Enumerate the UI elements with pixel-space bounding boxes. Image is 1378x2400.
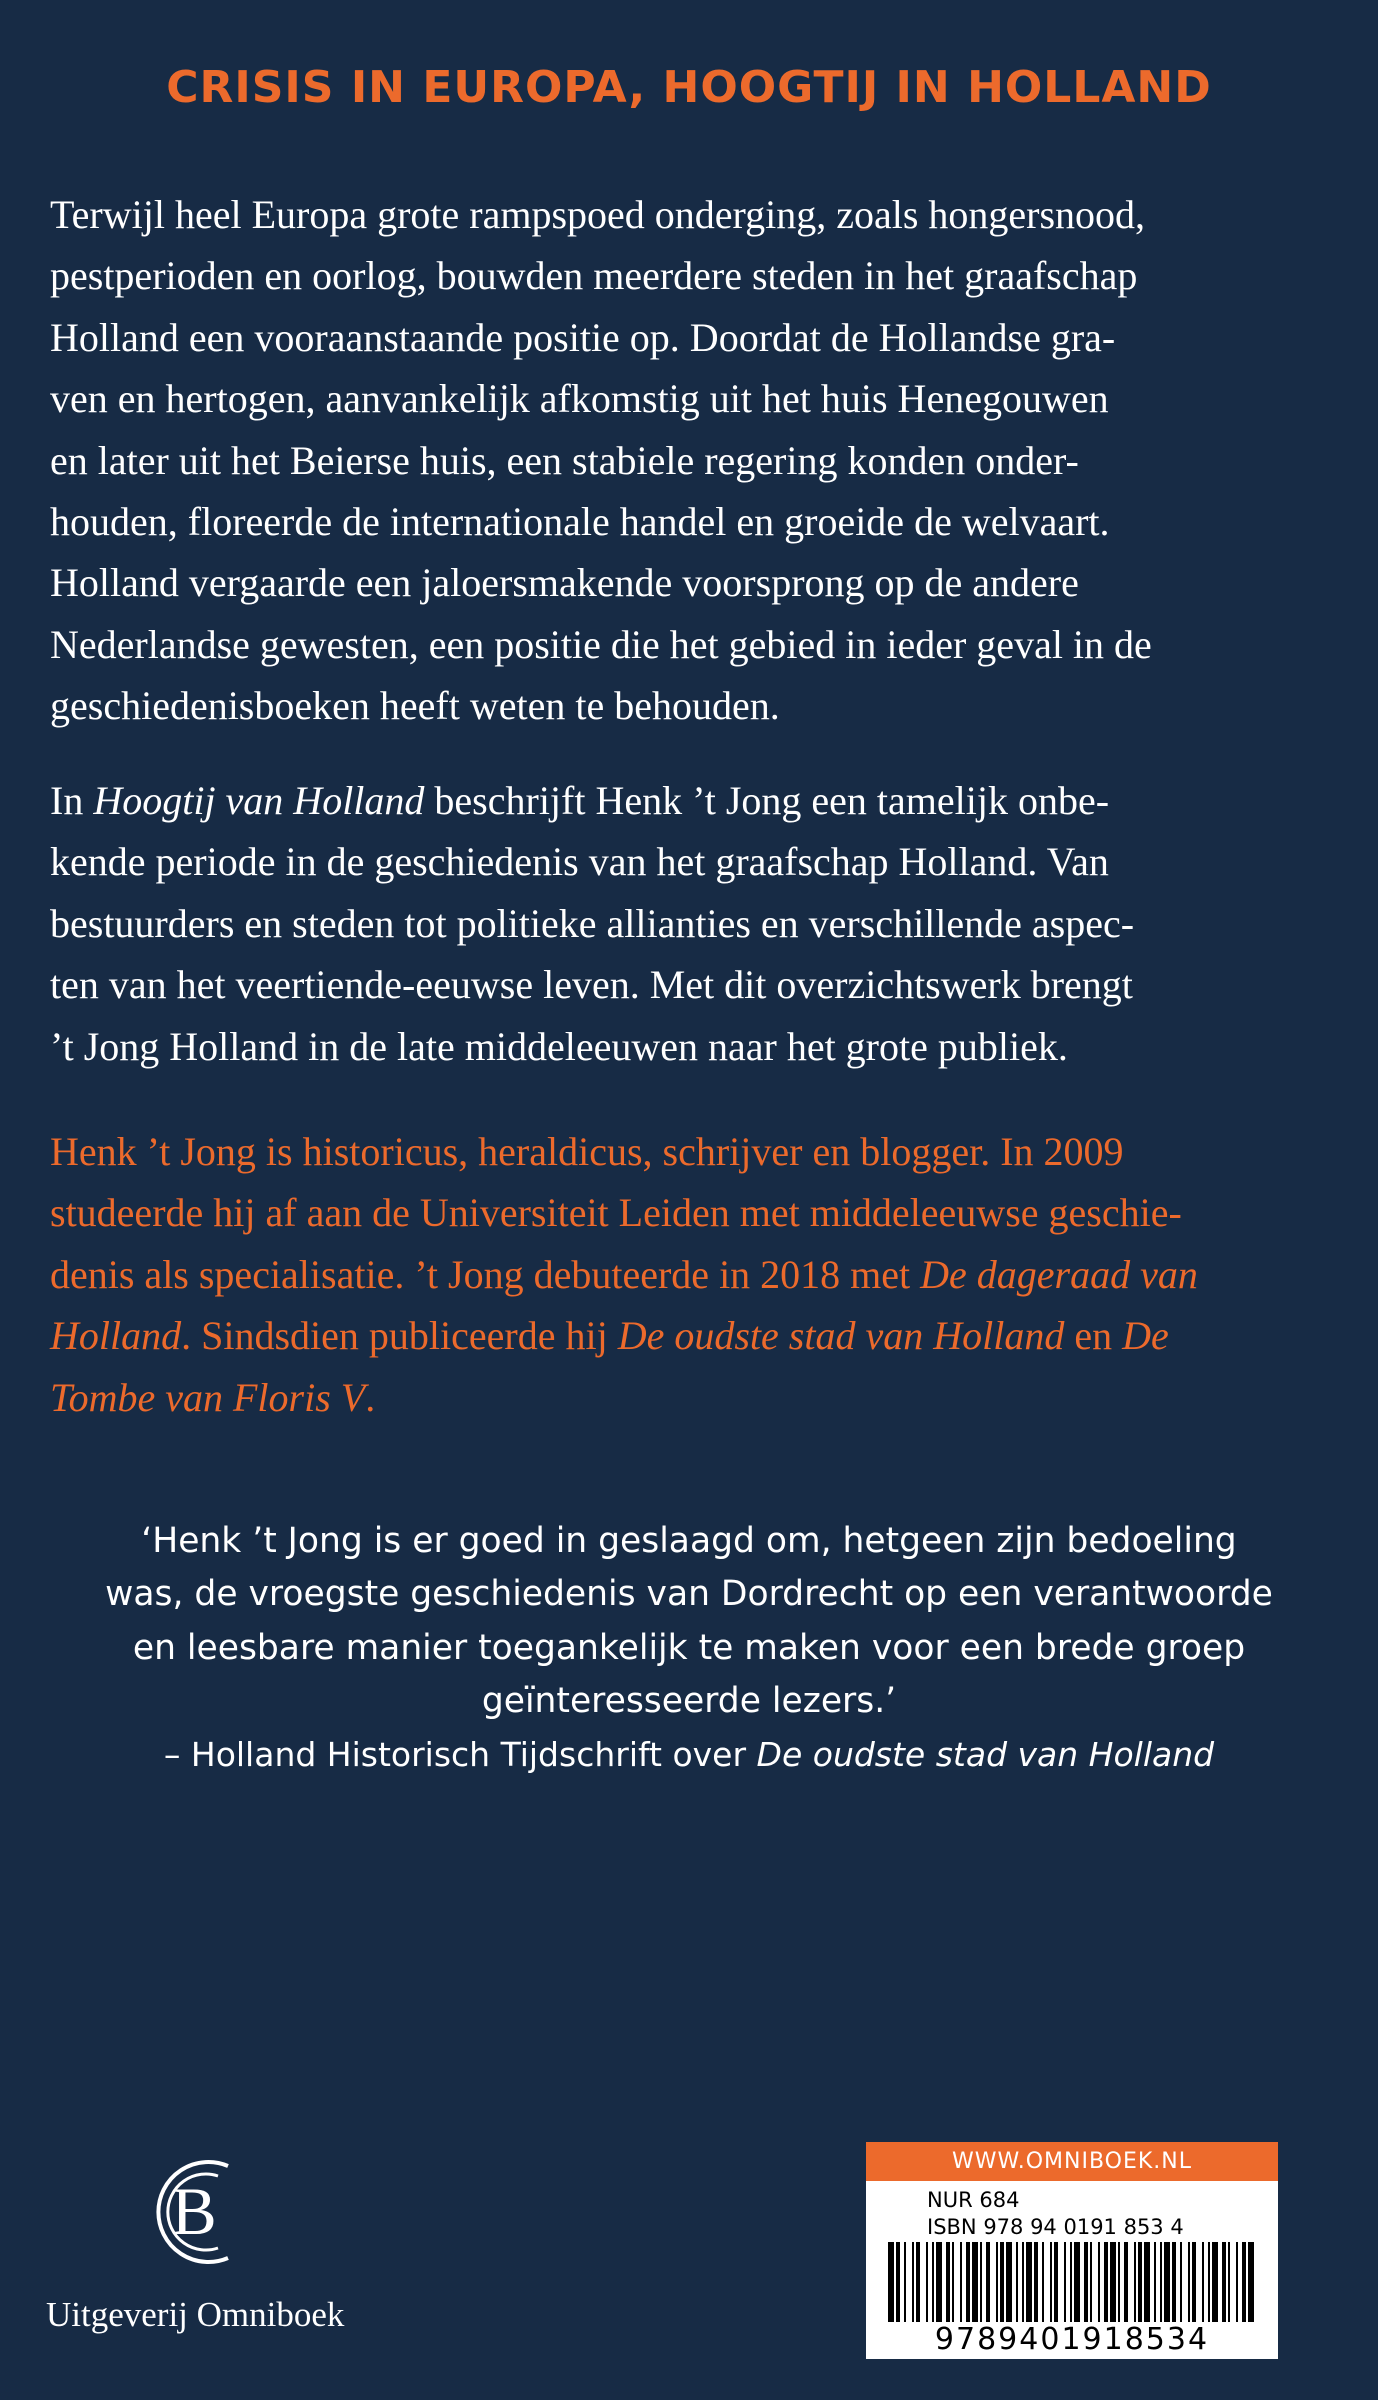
barcode-bar [1160, 2242, 1162, 2322]
text-line: geschiedenisboeken heeft weten te behouden. [50, 683, 780, 729]
text-fragment: denis als specialisatie. ’t Jong debuteerde in 2018 met [50, 1251, 921, 1297]
text-fragment: – Holland Historisch Tijdschrift over [163, 1734, 757, 1774]
barcode-bar [966, 2242, 970, 2322]
text-line: en later uit het Beierse huis, een stabiele regering konden onder- [50, 437, 1079, 483]
barcode-bar [1192, 2242, 1196, 2322]
barcode-bar [936, 2242, 942, 2322]
barcode-bar [1138, 2242, 1142, 2322]
barcode-bar [1242, 2242, 1246, 2322]
text-line: bestuurders en steden tot politieke allianties en verschillende aspec- [50, 900, 1135, 946]
barcode-bar [986, 2242, 990, 2322]
book-title-italic: Hoogtij van Holland [93, 778, 425, 823]
barcode-bar [1124, 2242, 1128, 2322]
barcode-bar [1202, 2242, 1204, 2322]
barcode-bar [1042, 2242, 1044, 2322]
barcode-bar [1110, 2242, 1116, 2322]
barcode-bar [1074, 2242, 1080, 2322]
barcode-panel [866, 2142, 1278, 2359]
barcode-bar [1006, 2242, 1012, 2322]
barcode-bar [1222, 2242, 1226, 2322]
barcode-bar [1164, 2242, 1170, 2322]
barcode-bar [1172, 2242, 1176, 2322]
barcode-bar [1180, 2242, 1182, 2322]
barcode-bar [1118, 2242, 1120, 2322]
barcode-bar [1144, 2242, 1150, 2322]
text-line: Terwijl heel Europa grote rampspoed onderging, zoals hongersnood, [50, 192, 1146, 237]
text-line [50, 1367, 1270, 1428]
text-line: Holland vergaarde een jaloersmakende voorsprong op de andere [50, 560, 1079, 606]
quote-line: en leesbare manier toegankelijk te maken voor een brede groep [132, 1627, 1246, 1668]
barcode-bar [1098, 2242, 1100, 2322]
text-line: ten van het veertiende-eeuwse leven. Met dit overzichtswerk brengt [50, 962, 1133, 1008]
barcode-bar [1016, 2242, 1018, 2322]
nur-code: NUR 684 [927, 2188, 1020, 2212]
barcode-bar [896, 2242, 900, 2322]
barcode-bar [1208, 2242, 1210, 2322]
barcode-bar [1034, 2242, 1038, 2322]
barcode-bar [1084, 2242, 1088, 2322]
text-line [50, 1305, 1270, 1366]
barcode-bar [996, 2242, 998, 2322]
book-title-italic: De dageraad van [920, 1251, 1198, 1297]
book-title-italic: De oudste stad van Holland [756, 1734, 1215, 1774]
text-line [50, 770, 1270, 831]
barcode-bar [1000, 2242, 1004, 2322]
publisher-url: WWW.OMNIBOEK.NL [866, 2142, 1278, 2181]
barcode-bar [1188, 2242, 1190, 2322]
text-fragment: . [365, 1374, 376, 1420]
text-line: Holland een vooraanstaande positie op. Doordat de Hollandse gra- [50, 314, 1116, 360]
barcode-bar [1134, 2242, 1136, 2322]
barcode-bar [932, 2242, 934, 2322]
publisher-logo-icon [132, 2142, 262, 2282]
barcode-bar [972, 2242, 978, 2322]
isbn-code: ISBN 978 94 0191 853 4 [927, 2215, 1184, 2239]
barcode-bar [888, 2242, 894, 2322]
quote-line: geïnteresseerde lezers.’ [481, 1681, 897, 1722]
text-fragment: en [1064, 1313, 1123, 1359]
barcode-bar [1070, 2242, 1072, 2322]
barcode-bar [952, 2242, 954, 2322]
text-line: ven en hertogen, aanvankelijk afkomstig uit het huis Henegouwen [50, 376, 1109, 422]
barcode-bar [1236, 2242, 1238, 2322]
barcode-bar [904, 2242, 906, 2322]
barcode-bar [1054, 2242, 1058, 2322]
text-line: studeerde hij af aan de Universiteit Leiden met middeleeuwse geschie- [50, 1190, 1182, 1236]
text-line: Nederlandse gewesten, een positie die het gebied in ieder geval in de [50, 621, 1152, 667]
headline: CRISIS IN EUROPA, HOOGTIJ IN HOLLAND [166, 62, 1212, 113]
text-line: ’t Jong Holland in de late middeleeuwen naar het grote publiek. [50, 1023, 1068, 1069]
quote-line: ‘Henk ’t Jong is er goed in geslaagd om, hetgeen zijn bedoeling [141, 1521, 1237, 1561]
barcode-bar [1090, 2242, 1092, 2322]
barcode-bar [916, 2242, 920, 2322]
book-title-italic: De [1122, 1313, 1169, 1359]
barcode-bar [1154, 2242, 1156, 2322]
barcode-bar [912, 2242, 914, 2322]
barcode-bar [960, 2242, 962, 2322]
text-line [50, 1244, 1270, 1305]
text-fragment: . Sindsdien publiceerde hij [181, 1313, 618, 1359]
barcode-bar [1064, 2242, 1066, 2322]
book-summary-paragraph [50, 770, 1270, 1077]
barcode-bar [926, 2242, 928, 2322]
barcode-bar [1228, 2242, 1230, 2322]
quote-line: was, de vroegste geschiedenis van Dordrecht op een verantwoorde [105, 1574, 1273, 1615]
barcode-bar [946, 2242, 950, 2322]
barcode-bar [1104, 2242, 1108, 2322]
barcode-number: 9789401918534 [934, 2322, 1210, 2357]
barcode-bar [1022, 2242, 1024, 2322]
blurb-paragraph [50, 184, 1270, 737]
book-title-italic: Tombe van Floris V [50, 1374, 366, 1420]
publisher-name: Uitgeverij Omniboek [46, 2295, 345, 2334]
book-title-italic: Holland [50, 1313, 182, 1359]
barcode-bar [1248, 2242, 1254, 2322]
quote-source [0, 1729, 1378, 1780]
barcode-bar [980, 2242, 982, 2322]
text-fragment: beschrijft Henk ’t Jong een tamelijk onbe- [424, 778, 1110, 823]
book-title: In [50, 778, 94, 823]
publisher-logo-letter: B [171, 2173, 217, 2249]
text-line: pestperioden en oorlog, bouwden meerdere steden in het graafschap [50, 253, 1138, 299]
review-quote [0, 1515, 1378, 1780]
barcode-bar [1212, 2242, 1218, 2322]
barcode-bar [1050, 2242, 1052, 2322]
text-line: houden, floreerde de internationale handel en groeide de welvaart. [50, 498, 1110, 544]
text-line: Henk ’t Jong is historicus, heraldicus, schrijver en blogger. In 2009 [50, 1129, 1124, 1174]
book-title-italic: De oudste stad van Holland [617, 1313, 1065, 1359]
barcode-icon [888, 2242, 1256, 2322]
barcode-bar [1026, 2242, 1032, 2322]
author-bio [50, 1121, 1270, 1428]
text-line: kende periode in de geschiedenis van het graafschap Holland. Van [50, 839, 1109, 885]
